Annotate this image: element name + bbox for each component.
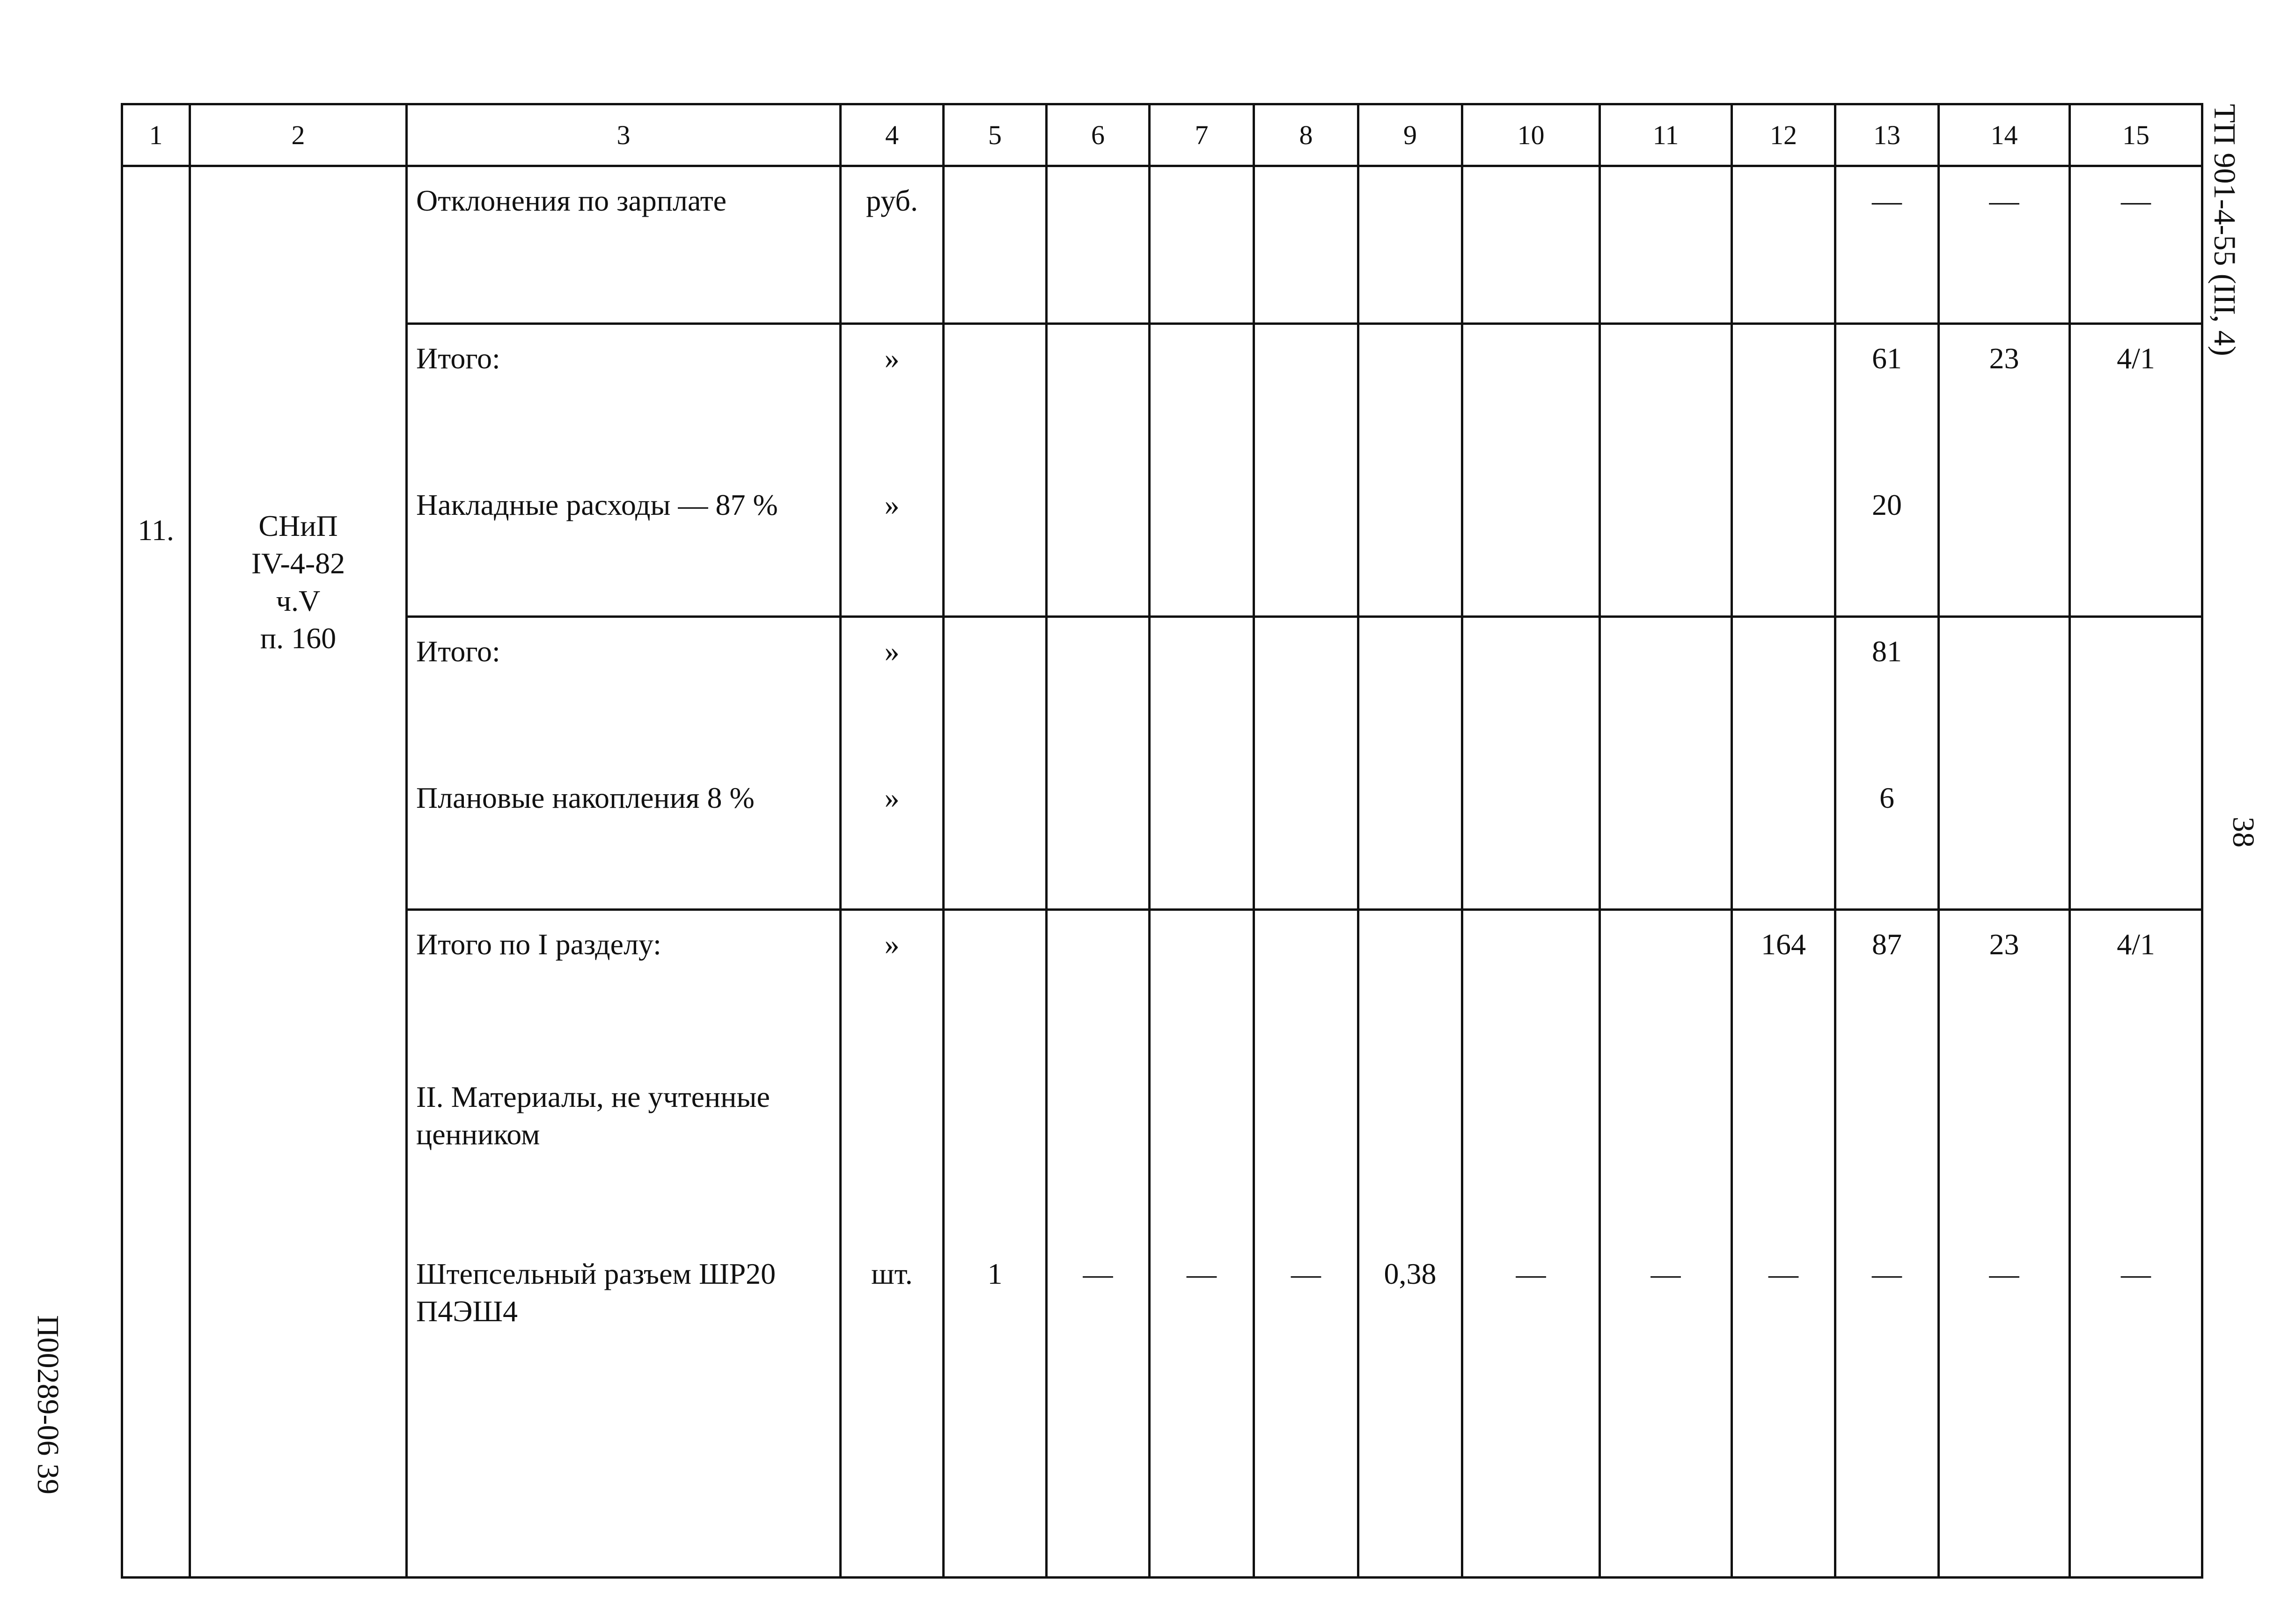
unit: » (884, 781, 900, 814)
description: Накладные расходы — 87 % (416, 488, 778, 521)
norm-code-line: СНиП (258, 509, 338, 542)
unit-cell (841, 324, 944, 617)
column-header: 15 (2070, 104, 2202, 166)
page-number-right: 38 (2226, 817, 2260, 848)
value-col-12: 164 (1761, 928, 1806, 961)
value-col-7: — (1187, 1257, 1217, 1290)
value-col-8: — (1291, 1257, 1321, 1290)
description-cell (407, 910, 841, 1578)
document-header-code: ТП 901-4-55 (III, 4) (2208, 104, 2242, 356)
description: Отклонения по зарплате (416, 184, 727, 217)
column-header: 14 (1939, 104, 2070, 166)
column-header: 12 (1732, 104, 1835, 166)
table-row-subtotal-overhead (122, 324, 2202, 617)
value-col-14: 23 (1989, 342, 2019, 375)
column-header: 8 (1254, 104, 1358, 166)
value-col-13: 20 (1872, 488, 1902, 521)
value-col-14: — (1989, 1257, 2019, 1290)
column-header: 9 (1358, 104, 1462, 166)
column-header: 13 (1835, 104, 1939, 166)
value-col-15: 4/1 (2117, 928, 2155, 961)
norm-code-line: п. 160 (260, 622, 337, 655)
unit-cell (841, 910, 944, 1578)
column-header-row (122, 104, 2202, 166)
unit-cell (841, 617, 944, 910)
description: Итого: (416, 635, 500, 668)
value-col-13: 87 (1872, 928, 1902, 961)
value-col-13: 6 (1879, 781, 1894, 814)
value-col-11: — (1650, 1257, 1681, 1290)
value-col-15: — (2121, 1257, 2151, 1290)
column-header: 7 (1150, 104, 1254, 166)
value-col-13: 81 (1872, 635, 1902, 668)
norm-code (191, 507, 405, 657)
unit-cell (841, 166, 944, 324)
norm-code-cell (190, 166, 407, 1578)
section-title: II. Материалы, не учтенные ценником (416, 1080, 770, 1151)
table-row-salary-deviation (122, 166, 2202, 324)
value-col-15: — (2121, 184, 2151, 217)
value-col-10: — (1516, 1257, 1546, 1290)
column-header: 5 (944, 104, 1047, 166)
table-row-subtotal-savings (122, 617, 2202, 910)
unit: шт. (871, 1257, 913, 1290)
column-header: 4 (841, 104, 944, 166)
description-cell (407, 324, 841, 617)
value-col-15: 4/1 (2117, 342, 2155, 375)
column-header: 11 (1600, 104, 1732, 166)
item-number-cell (122, 166, 190, 1578)
value-col-9: 0,38 (1384, 1257, 1437, 1290)
unit: » (884, 928, 900, 961)
description: Итого по I разделу: (416, 928, 661, 961)
norm-code-line: ч.V (276, 584, 321, 617)
unit: » (884, 635, 900, 668)
column-header: 3 (407, 104, 841, 166)
column-header: 10 (1462, 104, 1600, 166)
page-number-left: П00289-06 39 (31, 1315, 65, 1495)
value-col-6: — (1083, 1257, 1113, 1290)
description: Плановые накопления 8 % (416, 781, 755, 814)
unit: » (884, 488, 900, 521)
description: Штепсельный разъем ШР20 П4ЭШ4 (416, 1257, 776, 1328)
value-col-13: 61 (1872, 342, 1902, 375)
column-header: 2 (190, 104, 407, 166)
value-col-13: — (1872, 1257, 1902, 1290)
unit: » (884, 342, 900, 375)
value-col-14: 23 (1989, 928, 2019, 961)
item-number: 11. (138, 513, 174, 547)
description-cell (407, 166, 841, 324)
unit: руб. (866, 184, 918, 217)
table-row-section-total-item (122, 910, 2202, 1578)
value-col-13: — (1872, 184, 1902, 217)
column-header: 6 (1047, 104, 1150, 166)
value-col-5: 1 (987, 1257, 1003, 1290)
estimate-table (121, 103, 2203, 1579)
value-col-14: — (1989, 184, 2019, 217)
value-col-12: — (1768, 1257, 1798, 1290)
column-header: 1 (122, 104, 190, 166)
description-cell (407, 617, 841, 910)
norm-code-line: IV-4-82 (251, 547, 345, 580)
description: Итого: (416, 342, 500, 375)
